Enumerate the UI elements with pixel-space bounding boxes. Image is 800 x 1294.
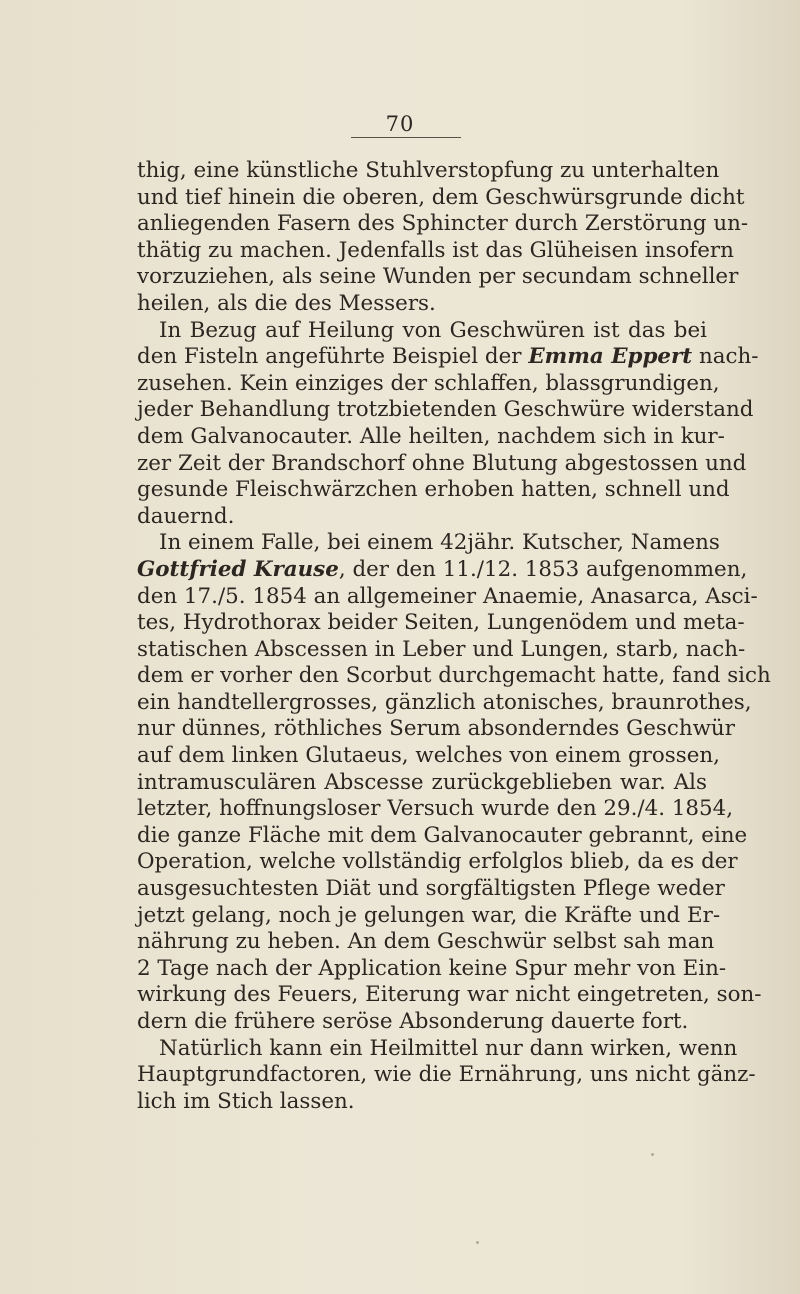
paper-speck [476, 1241, 479, 1244]
text-line: dern die frühere seröse Absonderung dauerte fort. [137, 1009, 689, 1034]
text-line: auf dem linken Glutaeus, welches von einem grossen, [137, 743, 720, 769]
text-line: statischen Abscessen in Leber und Lungen, starb, nach- [137, 636, 746, 662]
person-name: Emma Eppert [528, 344, 693, 370]
text-line: letzter, hoffnungsloser Versuch wurde den 29./4. 1854, [137, 796, 734, 822]
page-number: 70 [0, 112, 800, 138]
text-line: heilen, als die des Messers. [137, 290, 436, 316]
text-segment: nach- [692, 344, 759, 370]
text-line: thätig zu machen. Jedenfalls ist das Glüheisen insofern [137, 237, 734, 263]
text-segment: den Fisteln angeführte Beispiel der [137, 344, 529, 370]
text-line: jeder Behandlung trotzbietenden Geschwüre widerstand [137, 397, 754, 423]
text-line: dem Galvanocauter. Alle heilten, nachdem sich in kur- [137, 423, 725, 449]
text-line: und tief hinein die oberen, dem Geschwürsgrunde dicht [137, 184, 745, 210]
paragraph-start-line: In einem Falle, bei einem 42jähr. Kutscher, Namens [159, 530, 720, 556]
text-line: wirkung des Feuers, Eiterung war nicht eingetreten, son- [137, 982, 762, 1008]
text-line: ausgesuchtesten Diät und sorgfältigsten Pflege weder [137, 876, 725, 902]
text-line: jetzt gelang, noch je gelungen war, die Kräfte und Er- [137, 902, 721, 928]
paper-speck [651, 1153, 654, 1156]
text-line: den 17./5. 1854 an allgemeiner Anaemie, Anasarca, Asci- [137, 583, 758, 609]
text-line: die ganze Fläche mit dem Galvanocauter gebrannt, eine [137, 822, 748, 848]
paragraph-start-line: Natürlich kann ein Heilmittel nur dann wirken, wenn [159, 1035, 738, 1061]
body-text [137, 158, 771, 1115]
text-line [137, 344, 759, 371]
text-segment: , der den 11./12. 1853 aufgenommen, [338, 556, 748, 582]
text-line: lich im Stich lassen. [137, 1088, 355, 1114]
text-line: dauernd. [137, 503, 235, 529]
text-line: tes, Hydrothorax beider Seiten, Lungenödem und meta- [137, 610, 745, 636]
text-line: nährung zu heben. An dem Geschwür selbst sah man [137, 929, 715, 955]
text-line: zer Zeit der Brandschorf ohne Blutung abgestossen und [137, 450, 747, 476]
text-line: Hauptgrundfactoren, wie die Ernährung, uns nicht gänz- [137, 1062, 756, 1088]
text-line: intramusculären Abscesse zurückgeblieben war. Als [137, 769, 707, 795]
paragraph-start-line: In Bezug auf Heilung von Geschwüren ist das bei [159, 317, 707, 343]
text-line: zusehen. Kein einziges der schlaffen, blassgrundigen, [137, 370, 720, 396]
person-name: Gottfried Krause [137, 556, 339, 582]
text-line: Operation, welche vollständig erfolglos blieb, da es der [137, 849, 738, 875]
text-line: 2 Tage nach der Application keine Spur mehr von Ein- [137, 955, 727, 981]
text-line: dem er vorher den Scorbut durchgemacht hatte, fand sich [137, 663, 771, 689]
text-line: ein handtellergrosses, gänzlich atonisches, braunrothes, [137, 689, 752, 715]
text-line: nur dünnes, röthliches Serum absonderndes Geschwür [137, 716, 735, 742]
text-line: anliegenden Fasern des Sphincter durch Zerstörung un- [137, 211, 749, 237]
text-line: thig, eine künstliche Stuhlverstopfung zu unterhalten [137, 158, 720, 183]
text-line [137, 556, 748, 584]
text-line: vorzuziehen, als seine Wunden per secundam schneller [137, 264, 739, 290]
text-line: gesunde Fleischwärzchen erhoben hatten, schnell und [137, 477, 730, 503]
